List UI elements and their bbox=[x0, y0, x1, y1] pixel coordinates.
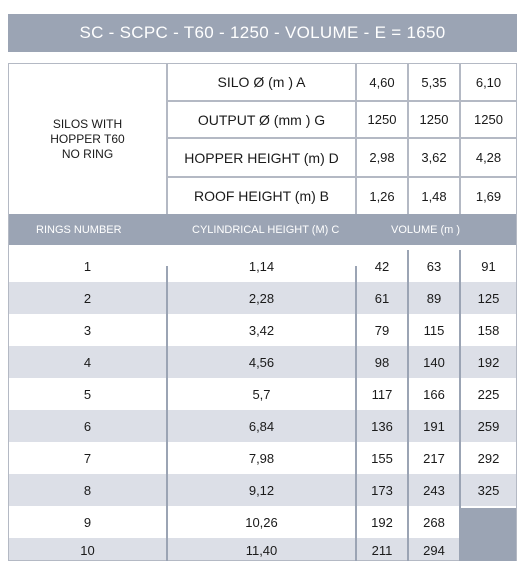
rings-cell: 7 bbox=[83, 450, 92, 466]
volume-cell: 79 bbox=[374, 322, 390, 338]
spec-value: 1250 bbox=[474, 112, 503, 127]
height-cell: 6,84 bbox=[248, 418, 275, 434]
volume-cell: 166 bbox=[423, 386, 445, 402]
height-cell: 5,7 bbox=[252, 386, 271, 402]
height-cell: 9,12 bbox=[248, 482, 275, 498]
spec-label-output-diameter: OUTPUT Ø (mm ) G bbox=[197, 111, 326, 128]
spec-value: 1250 bbox=[367, 112, 397, 127]
volume-cell: 192 bbox=[477, 354, 500, 370]
height-cell: 1,14 bbox=[248, 258, 275, 274]
spec-value: 2,98 bbox=[369, 150, 395, 165]
silo-description-line: NO RING bbox=[61, 146, 114, 161]
volume-cell: 136 bbox=[371, 418, 393, 434]
volume-cell: 294 bbox=[423, 542, 445, 558]
volume-cell: 42 bbox=[374, 258, 390, 274]
height-cell: 11,40 bbox=[245, 542, 278, 558]
height-cell: 2,28 bbox=[248, 290, 275, 306]
spec-value: 6,10 bbox=[475, 74, 502, 90]
silo-description bbox=[9, 64, 166, 214]
rings-cell: 6 bbox=[83, 418, 92, 434]
volume-cell: 243 bbox=[423, 482, 445, 498]
height-cell: 4,56 bbox=[248, 354, 275, 370]
header-cylindrical-height: CYLINDRICAL HEIGHT (M) C bbox=[192, 223, 340, 236]
height-cell: 7,98 bbox=[248, 450, 275, 466]
volume-cell: 91 bbox=[481, 258, 496, 274]
volume-cell: 292 bbox=[477, 450, 500, 466]
spec-value: 4,28 bbox=[475, 150, 502, 165]
rings-cell: 1 bbox=[83, 258, 92, 274]
rings-cell: 4 bbox=[83, 354, 92, 370]
spec-label-hopper-height: HOPPER HEIGHT (m) D bbox=[184, 149, 339, 166]
volume-cell: 98 bbox=[374, 354, 390, 370]
spec-value: 1,26 bbox=[369, 188, 395, 204]
rings-cell: 9 bbox=[83, 514, 92, 530]
spec-label-silo-diameter: SILO Ø (m ) A bbox=[217, 74, 306, 90]
volume-cell: 225 bbox=[477, 386, 500, 402]
spec-value: 3,62 bbox=[421, 150, 447, 165]
volume-cell: 125 bbox=[477, 290, 500, 306]
volume-cell: 268 bbox=[423, 514, 445, 530]
volume-cell: 325 bbox=[477, 482, 500, 498]
spec-value: 5,35 bbox=[421, 74, 447, 90]
volume-cell: 140 bbox=[423, 354, 445, 370]
spec-value: 1,48 bbox=[421, 188, 447, 204]
silo-description-line: SILOS WITH bbox=[52, 116, 123, 131]
volume-cell: 211 bbox=[371, 542, 393, 558]
rings-cell: 3 bbox=[83, 322, 92, 338]
table-title: SC - SCPC - T60 - 1250 - VOLUME - E = 1650 bbox=[8, 14, 517, 52]
header-volume: VOLUME (m ) bbox=[391, 223, 461, 236]
height-cell: 3,42 bbox=[248, 322, 275, 338]
volume-cell: 259 bbox=[477, 418, 500, 434]
rings-cell: 10 bbox=[80, 542, 95, 558]
rings-cell: 8 bbox=[83, 482, 92, 498]
silo-description-line: HOPPER T60 bbox=[50, 131, 125, 146]
volume-cell: 217 bbox=[423, 450, 445, 466]
volume-cell: 89 bbox=[426, 290, 442, 306]
volume-cell: 115 bbox=[423, 322, 445, 338]
spec-label-roof-height: ROOF HEIGHT (m) B bbox=[193, 188, 330, 204]
spec-value: 1,69 bbox=[475, 188, 502, 204]
volume-cell: 63 bbox=[426, 258, 442, 274]
spec-value: 4,60 bbox=[369, 74, 395, 90]
height-cell: 10,26 bbox=[245, 514, 278, 530]
volume-cell: 192 bbox=[371, 514, 393, 530]
empty-cell-block bbox=[460, 508, 516, 561]
volume-cell: 191 bbox=[423, 418, 445, 434]
header-rings-number: RINGS NUMBER bbox=[36, 223, 122, 236]
volume-cell: 173 bbox=[371, 482, 393, 498]
rings-cell: 5 bbox=[83, 386, 92, 402]
volume-cell: 117 bbox=[371, 386, 393, 402]
rings-cell: 2 bbox=[83, 290, 92, 306]
volume-cell: 155 bbox=[371, 450, 393, 466]
volume-cell: 61 bbox=[374, 290, 390, 306]
volume-cell: 158 bbox=[477, 322, 500, 338]
spec-value: 1250 bbox=[419, 112, 449, 127]
